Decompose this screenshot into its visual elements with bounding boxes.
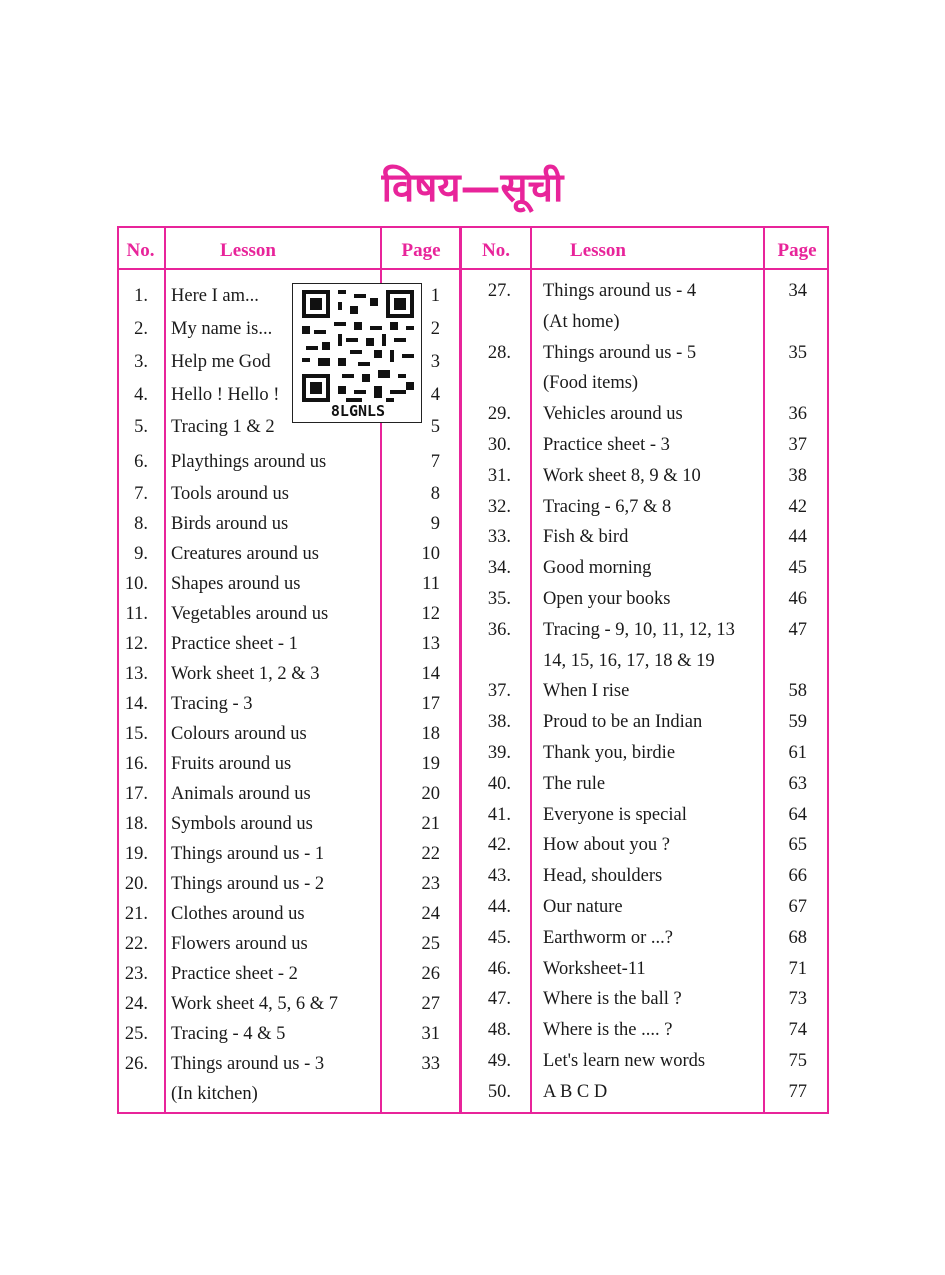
lesson-number: 27. (487, 281, 511, 301)
lesson-title: Flowers around us (171, 934, 308, 954)
lesson-page: 64 (788, 805, 807, 825)
lesson-page: 2 (430, 319, 440, 339)
divider (459, 226, 462, 1114)
lesson-title: Practice sheet - 1 (171, 634, 298, 654)
lesson-page: 59 (788, 712, 807, 732)
lesson-title: Head, shoulders (543, 866, 663, 886)
lesson-page: 71 (788, 959, 807, 979)
lesson-page: 33 (421, 1054, 440, 1074)
lesson-number: 25. (124, 1024, 148, 1044)
lesson-title: A B C D (543, 1082, 608, 1102)
divider (530, 226, 532, 1114)
qr-code (292, 283, 422, 423)
lesson-number: 42. (487, 835, 511, 855)
lesson-number: 39. (487, 743, 511, 763)
lesson-page: 8 (430, 484, 440, 504)
lesson-page: 61 (788, 743, 807, 763)
lesson-number: 8. (134, 514, 148, 534)
lesson-page: 17 (421, 694, 440, 714)
lesson-title: Work sheet 4, 5, 6 & 7 (171, 994, 339, 1014)
lesson-title: Open your books (543, 589, 671, 609)
lesson-title: Things around us - 3 (171, 1054, 325, 1074)
lesson-title: Tracing - 6,7 & 8 (543, 497, 672, 517)
lesson-page: 27 (421, 994, 440, 1014)
lesson-number: 24. (124, 994, 148, 1014)
lesson-page: 63 (788, 774, 807, 794)
lesson-title: Practice sheet - 3 (543, 435, 670, 455)
lesson-number: 46. (487, 959, 511, 979)
lesson-number: 45. (487, 928, 511, 948)
lesson-page: 58 (788, 681, 807, 701)
lesson-title: (In kitchen) (171, 1084, 258, 1104)
lesson-title: (Food items) (543, 373, 639, 393)
lesson-number: 40. (487, 774, 511, 794)
lesson-title: Tools around us (171, 484, 289, 504)
lesson-number: 32. (487, 497, 511, 517)
lesson-number: 35. (487, 589, 511, 609)
lesson-page: 3 (430, 352, 440, 372)
lesson-page: 77 (788, 1082, 807, 1102)
lesson-number: 6. (134, 452, 148, 472)
header-page: Page (777, 240, 817, 261)
lesson-page: 36 (788, 404, 807, 424)
lesson-title: Where is the ball ? (543, 989, 682, 1009)
lesson-number: 22. (124, 934, 148, 954)
header-no: No. (126, 240, 155, 261)
lesson-number: 11. (125, 604, 148, 624)
lesson-number: 28. (487, 343, 511, 363)
lesson-title: Worksheet-11 (543, 959, 646, 979)
lesson-title: Let's learn new words (543, 1051, 706, 1071)
lesson-number: 2. (134, 319, 148, 339)
lesson-title: Symbols around us (171, 814, 313, 834)
lesson-title: (At home) (543, 312, 620, 332)
lesson-title: Playthings around us (171, 452, 327, 472)
header-rule (117, 268, 461, 270)
lesson-number: 44. (487, 897, 511, 917)
lesson-title: Colours around us (171, 724, 307, 744)
lesson-page: 7 (430, 452, 440, 472)
lesson-title: Birds around us (171, 514, 289, 534)
lesson-page: 75 (788, 1051, 807, 1071)
lesson-page: 4 (430, 385, 440, 405)
header-lesson: Lesson (570, 240, 626, 261)
lesson-number: 30. (487, 435, 511, 455)
lesson-title: Thank you, birdie (543, 743, 676, 763)
lesson-page: 35 (788, 343, 807, 363)
lesson-page: 9 (430, 514, 440, 534)
lesson-page: 26 (421, 964, 440, 984)
lesson-page: 1 (430, 286, 440, 306)
lesson-page: 20 (421, 784, 440, 804)
lesson-number: 15. (124, 724, 148, 744)
lesson-title: Work sheet 8, 9 & 10 (543, 466, 701, 486)
lesson-number: 14. (124, 694, 148, 714)
lesson-page: 22 (421, 844, 440, 864)
header-lesson: Lesson (220, 240, 276, 261)
lesson-title: Things around us - 4 (543, 281, 697, 301)
lesson-page: 19 (421, 754, 440, 774)
lesson-number: 10. (124, 574, 148, 594)
lesson-page: 45 (788, 558, 807, 578)
lesson-page: 14 (421, 664, 440, 684)
header-rule (459, 268, 829, 270)
lesson-page: 42 (788, 497, 807, 517)
lesson-page: 10 (421, 544, 440, 564)
lesson-number: 26. (124, 1054, 148, 1074)
lesson-page: 23 (421, 874, 440, 894)
lesson-title: The rule (543, 774, 606, 794)
header-no: No. (482, 240, 510, 261)
lesson-title: Work sheet 1, 2 & 3 (171, 664, 320, 684)
lesson-page: 68 (788, 928, 807, 948)
lesson-title: Things around us - 5 (543, 343, 697, 363)
lesson-title: Things around us - 2 (171, 874, 325, 894)
qr-code-label: 8LGNLS (330, 402, 386, 420)
lesson-page: 44 (788, 527, 807, 547)
lesson-title: Vehicles around us (543, 404, 683, 424)
lesson-page: 37 (788, 435, 807, 455)
lesson-page: 31 (421, 1024, 440, 1044)
lesson-page: 38 (788, 466, 807, 486)
lesson-page: 46 (788, 589, 807, 609)
lesson-number: 18. (124, 814, 148, 834)
lesson-number: 13. (124, 664, 148, 684)
lesson-number: 23. (124, 964, 148, 984)
lesson-number: 7. (134, 484, 148, 504)
lesson-page: 12 (421, 604, 440, 624)
lesson-number: 3. (134, 352, 148, 372)
lesson-page: 5 (430, 417, 440, 437)
lesson-title: Good morning (543, 558, 652, 578)
lesson-number: 5. (134, 417, 148, 437)
lesson-title: Tracing - 3 (171, 694, 253, 714)
lesson-title: Everyone is special (543, 805, 687, 825)
lesson-title: Tracing - 9, 10, 11, 12, 13 (543, 620, 735, 640)
lesson-number: 33. (487, 527, 511, 547)
page-title: विषय—सूची (381, 165, 564, 211)
lesson-page: 18 (421, 724, 440, 744)
lesson-number: 34. (487, 558, 511, 578)
lesson-page: 47 (788, 620, 807, 640)
qr-code-icon (302, 290, 414, 402)
lesson-title: Earthworm or ...? (543, 928, 673, 948)
lesson-title: Fish & bird (543, 527, 629, 547)
lesson-title: Our nature (543, 897, 623, 917)
lesson-number: 12. (124, 634, 148, 654)
lesson-title: Shapes around us (171, 574, 301, 594)
lesson-title: Proud to be an Indian (543, 712, 703, 732)
lesson-page: 34 (788, 281, 807, 301)
lesson-title: Where is the .... ? (543, 1020, 673, 1040)
lesson-title: Practice sheet - 2 (171, 964, 298, 984)
lesson-page: 73 (788, 989, 807, 1009)
lesson-page: 25 (421, 934, 440, 954)
lesson-number: 43. (487, 866, 511, 886)
lesson-title: Animals around us (171, 784, 311, 804)
lesson-number: 20. (124, 874, 148, 894)
lesson-number: 41. (487, 805, 511, 825)
lesson-number: 31. (487, 466, 511, 486)
lesson-title: Hello ! Hello ! (171, 385, 280, 405)
lesson-title: Clothes around us (171, 904, 305, 924)
lesson-number: 16. (124, 754, 148, 774)
lesson-number: 37. (487, 681, 511, 701)
lesson-page: 21 (421, 814, 440, 834)
header-page: Page (401, 240, 441, 261)
lesson-number: 29. (487, 404, 511, 424)
lesson-title: Tracing - 4 & 5 (171, 1024, 286, 1044)
lesson-number: 19. (124, 844, 148, 864)
lesson-title: Tracing 1 & 2 (171, 417, 275, 437)
lesson-title: Vegetables around us (171, 604, 329, 624)
lesson-page: 65 (788, 835, 807, 855)
lesson-number: 9. (134, 544, 148, 564)
lesson-title: My name is... (171, 319, 273, 339)
lesson-title: Fruits around us (171, 754, 292, 774)
lesson-number: 21. (124, 904, 148, 924)
lesson-number: 47. (487, 989, 511, 1009)
lesson-page: 67 (788, 897, 807, 917)
lesson-title: Things around us - 1 (171, 844, 325, 864)
lesson-page: 74 (788, 1020, 807, 1040)
lesson-number: 38. (487, 712, 511, 732)
divider (763, 226, 765, 1114)
lesson-number: 4. (134, 385, 148, 405)
lesson-number: 49. (487, 1051, 511, 1071)
lesson-title: Creatures around us (171, 544, 319, 564)
lesson-number: 17. (124, 784, 148, 804)
lesson-number: 48. (487, 1020, 511, 1040)
lesson-title: Help me God (171, 352, 271, 372)
lesson-page: 11 (422, 574, 440, 594)
lesson-number: 1. (134, 286, 148, 306)
lesson-title: How about you ? (543, 835, 670, 855)
lesson-title: Here I am... (171, 286, 259, 306)
lesson-page: 13 (421, 634, 440, 654)
lesson-number: 36. (487, 620, 511, 640)
lesson-number: 50. (487, 1082, 511, 1102)
divider (164, 226, 166, 1114)
lesson-title: When I rise (543, 681, 630, 701)
lesson-page: 24 (421, 904, 440, 924)
lesson-page: 66 (788, 866, 807, 886)
lesson-title: 14, 15, 16, 17, 18 & 19 (543, 651, 715, 671)
